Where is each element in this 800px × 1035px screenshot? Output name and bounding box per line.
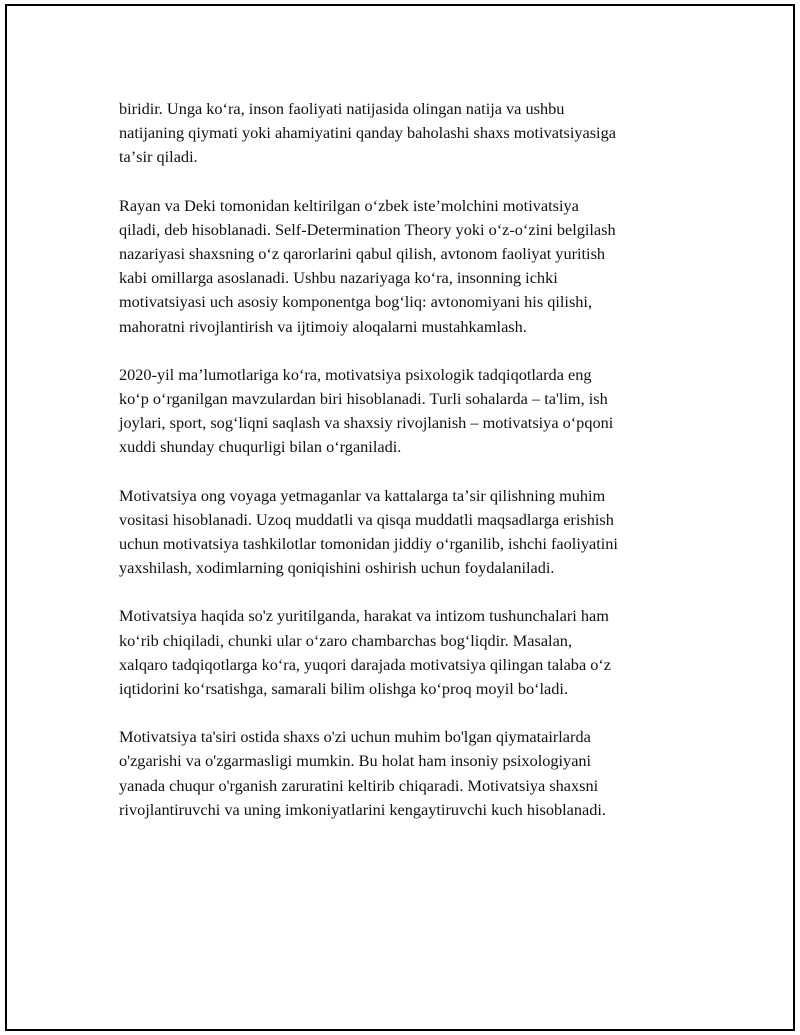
paragraph-3: 2020-yil maʼlumotlariga koʻra, motivatsiya psixologik tadqiqotlarda eng koʻp oʻrganilgan mavzulardan biri hisoblanadi. Turli sohalarda – ta'lim, ish joylari, sport, sogʻliqni saqlash va shaxsiy rivojlanish – motivatsiya oʻpqoni xuddi shunday chuqurligi bilan oʻrganiladi. xyxy=(119,364,614,457)
paragraph-1: biridir. Unga koʻra, inson faoliyati natijasida olingan natija va ushbu natijaning qiymati yoki ahamiyatini qanday baholashi shaxs motivatsiyasiga taʼsir qiladi. xyxy=(119,99,616,167)
paragraph-5: Motivatsiya haqida so'z yuritilganda, harakat va intizom tushunchalari ham koʻrib chiqiladi, chunki ular oʻzaro chambarchas bogʻliqdir. Masalan, xalqaro tadqiqotlarga koʻra, yuqori darajada motivatsiya qilingan talaba oʻz iqtidorini koʻrsatishga, samarali bilim olishga koʻproq moyil boʻladi. xyxy=(119,606,612,699)
paragraph-2: Rayan va Deki tomonidan keltirilgan oʻzbek isteʼmolchini motivatsiya qiladi, deb hisoblanadi. Self-Determination Theory yoki oʻz-oʻzini belgilash nazariyasi shaxsning oʻz qarorlarini qabul qilish, avtonom faoliyat yuritish kabi omillarga asoslanadi. Ushbu nazariyaga koʻra, insonning ichki motivatsiyasi uch asosiy komponentga bogʻliq: avtonomiyani his qilishi, mahoratni rivojlantirish va ijtimoiy aloqalarni mustahkamlash. xyxy=(119,195,616,336)
document-body xyxy=(119,97,699,846)
paragraph-6: Motivatsiya ta'siri ostida shaxs o'zi uchun muhim bo'lgan qiymatairlarda o'zgarishi va o'zgarmasligi mumkin. Bu holat ham insoniy psixologiyani yanada chuqur o'rganish zaruratini keltirib chiqaradi. Motivatsiya shaxsni rivojlantiruvchi va uning imkoniyatlarini kengaytiruvchi kuch hisoblanadi. xyxy=(119,727,606,819)
document-page xyxy=(5,4,795,1031)
paragraph-4: Motivatsiya ong voyaga yetmaganlar va kattalarga taʼsir qilishning muhim vositasi hisoblanadi. Uzoq muddatli va qisqa muddatli maqsadlarga erishish uchun motivatsiya tashkilotlar tomonidan jiddiy oʻrganilib, ishchi faoliyatini yaxshilash, xodimlarning qoniqishini oshirish uchun foydalaniladi. xyxy=(119,485,618,578)
